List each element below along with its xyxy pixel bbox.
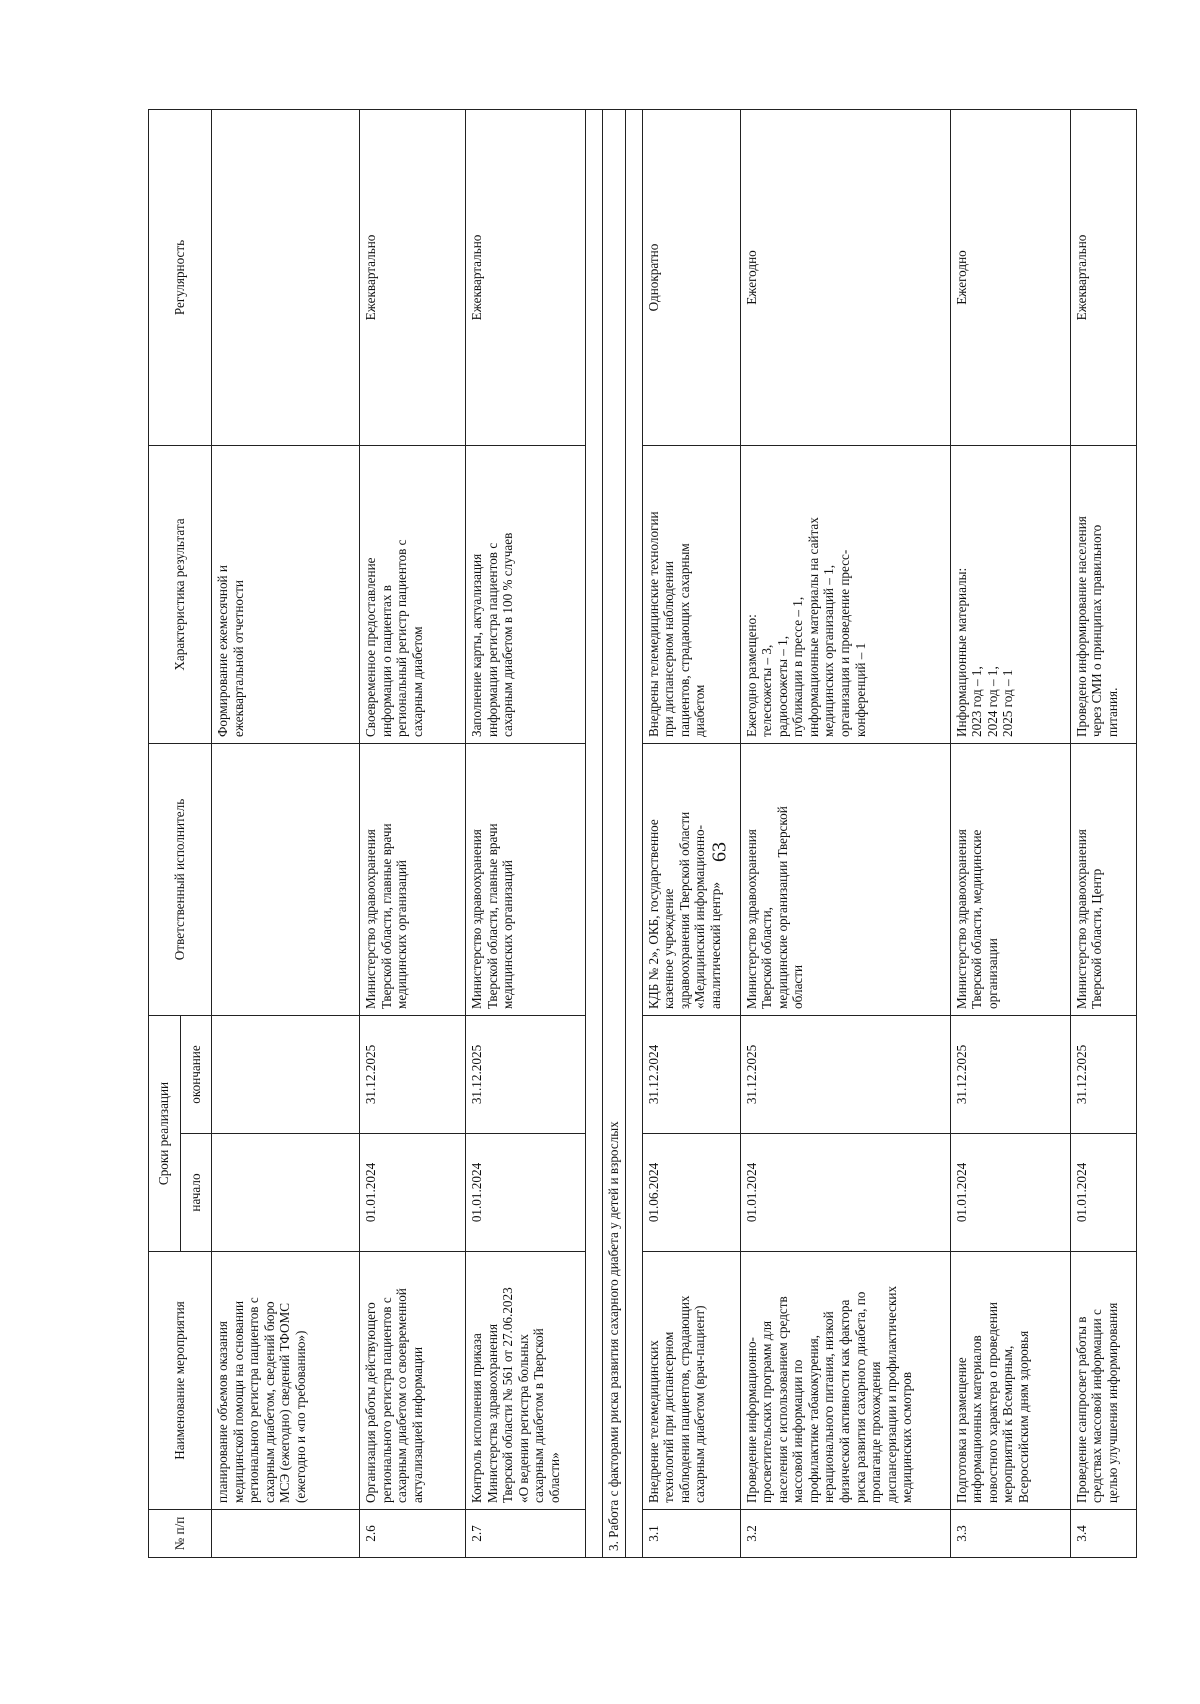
cell-num: 2.6	[360, 1510, 466, 1558]
header-start: начало	[180, 1134, 212, 1252]
cell-result-line: 2023 год – 1,	[969, 666, 985, 737]
cell-name	[642, 1252, 740, 1510]
cell-end: 31.12.2025	[740, 1015, 950, 1133]
cell-executor-line: Министерство здравоохранения	[743, 829, 759, 1009]
cell-name-line: мероприятий к Всемирным,	[1000, 1345, 1016, 1503]
cell-end: 31.12.2025	[950, 1015, 1070, 1133]
cell-executor-line: Тверской области, главные врачи	[378, 823, 394, 1009]
cell-name-line: информационных материалов	[969, 1335, 985, 1503]
cell-name-line: области»	[546, 1452, 562, 1503]
cell-result-line: при диспансерном наблюдении	[661, 561, 677, 737]
cell-name-line: массовой информации по	[790, 1359, 806, 1503]
cell-executor-line: «Медицинский информационно-	[692, 824, 708, 1009]
cell-name-line: Министерства здравоохранения	[484, 1323, 500, 1503]
cell-regularity: Ежеквартально	[1070, 109, 1136, 445]
cell-result	[1070, 445, 1136, 743]
cell-end	[212, 1015, 360, 1133]
cell-num: 3.2	[740, 1510, 950, 1558]
cell-name-line: Контроль исполнения приказа	[469, 1333, 484, 1503]
cell-name-line: планирование объемов оказания	[215, 1321, 230, 1503]
cell-result-line: Формирование ежемесячной и	[215, 565, 230, 737]
cell-executor-line: здравоохранения Тверской области	[676, 811, 692, 1009]
cell-name-line: Всероссийским дням здоровья	[1015, 1330, 1031, 1503]
cell-executor-line: области	[790, 964, 806, 1009]
cell-name	[1070, 1252, 1136, 1510]
cell-regularity: Ежеквартально	[466, 109, 586, 445]
cell-num: 2.7	[466, 1510, 586, 1558]
page-number: 63	[708, 842, 731, 862]
cell-name-line: сахарным диабетом (врач-пациент)	[692, 1305, 708, 1503]
cell-name-line: актуализацией информации	[409, 1346, 425, 1503]
cell-executor-line: Тверской области, Центр	[1089, 868, 1105, 1009]
cell-result-line: сахарным диабетом в 100 % случаев	[500, 532, 516, 737]
cell-name	[466, 1252, 586, 1510]
cell-executor	[950, 743, 1070, 1015]
cell-executor-line: Министерство здравоохранения	[363, 829, 378, 1009]
cell-start	[212, 1134, 360, 1252]
cell-result	[212, 445, 360, 743]
cell-result	[466, 445, 586, 743]
cell-num	[212, 1510, 360, 1558]
cell-name-line: сахарным диабетом со своевременной	[394, 1288, 410, 1503]
cell-result-line: Заполнение карты, актуализация	[469, 553, 484, 737]
cell-name-line: нерационального питания, низкой	[821, 1311, 837, 1503]
cell-result	[642, 445, 740, 743]
cell-num: 3.4	[1070, 1510, 1136, 1558]
cell-name-line: сахарным диабетом, сведений бюро	[261, 1301, 277, 1503]
cell-name-line: медицинской помощи на основании	[230, 1300, 246, 1503]
cell-executor-line: Министерство здравоохранения	[1073, 829, 1089, 1009]
cell-regularity: Ежеквартально	[360, 109, 466, 445]
cell-executor-line: Тверской области, медицинские	[969, 829, 985, 1009]
cell-result-line: ежеквартальной отчетности	[230, 580, 246, 737]
cell-result-line: информации о пациентах в	[378, 585, 394, 737]
header-end: окончание	[180, 1015, 212, 1133]
action-plan-table	[148, 109, 1137, 1558]
cell-name	[950, 1252, 1070, 1510]
table-row	[212, 109, 360, 1557]
cell-result-line: Проведено информирование населения	[1073, 516, 1089, 737]
cell-name-line: Проведение санпросвет работы в	[1073, 1316, 1089, 1503]
table-body-part-2	[212, 109, 586, 1557]
header-num: № п/п	[149, 1510, 212, 1558]
cell-result-line: 2025 год – 1	[1000, 669, 1016, 737]
cell-executor	[1070, 743, 1136, 1015]
cell-executor-line: медицинских организаций	[394, 860, 410, 1009]
cell-end: 31.12.2025	[466, 1015, 586, 1133]
cell-name-line: (ежегодно и «по требованию»)	[292, 1330, 308, 1503]
cell-result-line: организация и проведение пресс-	[837, 549, 853, 737]
section-row	[603, 109, 626, 1557]
cell-name-line: регионального регистра пациентов с	[378, 1297, 394, 1503]
cell-end: 31.12.2025	[360, 1015, 466, 1133]
cell-result-line: Ежегодно размещено:	[743, 614, 759, 737]
cell-result-line: Информационные материалы:	[953, 567, 969, 737]
cell-name-line: наблюдении пациентов, страдающих	[676, 1295, 692, 1503]
table-row	[740, 109, 950, 1557]
cell-start: 01.06.2024	[642, 1134, 740, 1252]
cell-num: 3.3	[950, 1510, 1070, 1558]
cell-name-line: населения с использованием средств	[774, 1296, 790, 1503]
cell-end: 31.12.2025	[1070, 1015, 1136, 1133]
document-rotated-content	[148, 110, 1120, 1558]
cell-name	[740, 1252, 950, 1510]
cell-name-line: физической активности как фактора	[837, 1299, 853, 1503]
cell-name-line: Внедрение телемедицинских	[645, 1340, 661, 1503]
cell-name-line: медицинских осмотров	[899, 1371, 915, 1503]
cell-name	[360, 1252, 466, 1510]
cell-name-line: риска развития сахарного диабета, по	[852, 1291, 868, 1503]
cell-result-line: питания.	[1104, 687, 1120, 737]
table-row	[466, 109, 586, 1557]
cell-start: 01.01.2024	[360, 1134, 466, 1252]
section-title: 3. Работа с факторами риска развития сахарного диабета у детей и взрослых	[603, 109, 626, 1557]
cell-executor	[360, 743, 466, 1015]
cell-executor-line: Министерство здравоохранения	[469, 829, 484, 1009]
cell-end: 31.12.2024	[642, 1015, 740, 1133]
cell-result-line: региональный регистр пациентов с	[394, 539, 410, 737]
cell-result-line: диабетом	[692, 684, 708, 737]
cell-name	[212, 1252, 360, 1510]
cell-result-line: информации регистра пациентов с	[484, 542, 500, 737]
cell-name-line: регионального регистра пациентов с	[246, 1297, 262, 1503]
cell-regularity	[212, 109, 360, 445]
cell-name-line: целью улучшения информирования	[1104, 1302, 1120, 1503]
header-regularity: Регулярность	[149, 109, 212, 445]
cell-result-line: сахарным диабетом	[409, 626, 425, 737]
cell-result-line: конференций – 1	[852, 642, 868, 737]
cell-name-line: Тверской области № 561 от 27.06.2023	[500, 1287, 516, 1503]
table-header-row	[149, 109, 181, 1557]
cell-name-line: диспансеризации и профилактических	[883, 1285, 899, 1503]
cell-result-line: публикации в прессе – 1,	[790, 596, 806, 737]
cell-executor-line: Министерство здравоохранения	[953, 829, 969, 1009]
cell-executor-line: казенное учреждение	[661, 888, 677, 1009]
cell-result-line: 2024 год – 1,	[984, 666, 1000, 737]
cell-result	[950, 445, 1070, 743]
cell-executor-line: медицинских организаций	[500, 860, 516, 1009]
cell-num: 3.1	[642, 1510, 740, 1558]
cell-result-line: пациентов, страдающих сахарным	[676, 543, 692, 737]
cell-name-line: пропаганде прохождения	[868, 1361, 884, 1503]
cell-result-line: телесюжеты – 3,	[759, 644, 775, 737]
header-terms: Сроки реализации	[149, 1015, 181, 1251]
table-body-part-3	[642, 109, 1136, 1557]
cell-regularity: Ежегодно	[950, 109, 1070, 445]
cell-name-line: сахарным диабетом в Тверской	[531, 1328, 547, 1503]
cell-result-line: информационные материалы на сайтах	[805, 517, 821, 737]
cell-executor-line: аналитический центр»	[707, 882, 723, 1009]
cell-executor	[212, 743, 360, 1015]
cell-start: 01.01.2024	[740, 1134, 950, 1252]
cell-result	[740, 445, 950, 743]
cell-name-line: МСЭ (ежегодно) сведений ТФОМС	[277, 1302, 293, 1503]
cell-start: 01.01.2024	[1070, 1134, 1136, 1252]
cell-name-line: Организация работы действующего	[363, 1302, 378, 1503]
cell-result-line: медицинских организаций – 1,	[821, 564, 837, 737]
cell-name-line: Подготовка и размещение	[953, 1357, 969, 1503]
cell-result-line: через СМИ о принципах правильного	[1089, 524, 1105, 737]
cell-name-line: Проведение информационно-	[743, 1337, 759, 1503]
cell-executor	[466, 743, 586, 1015]
cell-executor-line: КДБ № 2», ОКБ, государственное	[645, 819, 661, 1009]
header-name: Наименование мероприятия	[149, 1252, 212, 1510]
cell-name-line: технологий при диспансерном	[661, 1331, 677, 1503]
cell-result-line: радиосюжеты – 1,	[774, 635, 790, 737]
table-row	[642, 109, 740, 1557]
table-row	[1070, 109, 1136, 1557]
cell-start: 01.01.2024	[950, 1134, 1070, 1252]
cell-executor-line: организации	[984, 938, 1000, 1009]
cell-start: 01.01.2024	[466, 1134, 586, 1252]
cell-result-line: Внедрены телемедицинские технологии	[645, 511, 661, 737]
cell-name-line: «О ведении регистра больных	[515, 1334, 531, 1503]
cell-regularity: Однократно	[642, 109, 740, 445]
cell-name-line: новостного характера о проведении	[984, 1302, 1000, 1503]
cell-executor-line: Тверской области,	[759, 907, 775, 1009]
header-executor: Ответственный исполнитель	[149, 743, 212, 1015]
table-row	[950, 109, 1070, 1557]
cell-result-line: Своевременное предоставление	[363, 557, 378, 737]
cell-executor	[642, 743, 740, 1015]
cell-executor-line: медицинские организации Тверской	[774, 806, 790, 1009]
cell-name-line: средствах массовой информации с	[1089, 1309, 1105, 1503]
header-result: Характеристика результата	[149, 445, 212, 743]
table-row	[360, 109, 466, 1557]
cell-name-line: профилактике табакокурения,	[805, 1335, 821, 1503]
cell-executor	[740, 743, 950, 1015]
spacer-row	[586, 109, 603, 1557]
cell-name-line: просветительских программ для	[759, 1320, 775, 1503]
cell-result	[360, 445, 466, 743]
cell-regularity: Ежегодно	[740, 109, 950, 445]
spacer-row	[625, 109, 642, 1557]
cell-executor-line: Тверской области, главные врачи	[484, 823, 500, 1009]
